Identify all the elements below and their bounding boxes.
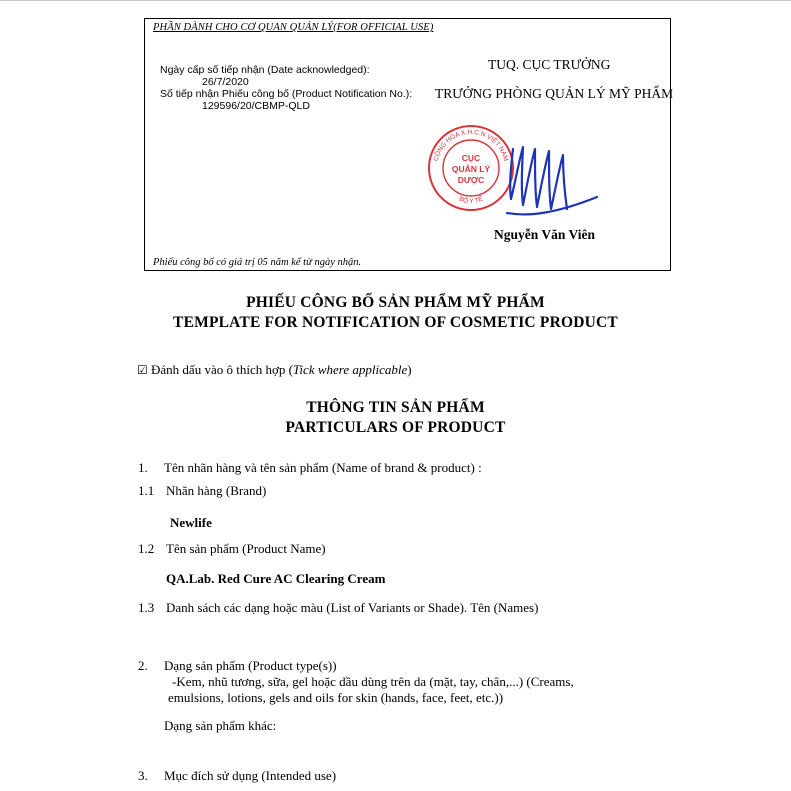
item-2-other-types: Dạng sản phẩm khác: — [164, 718, 277, 733]
official-use-box — [144, 18, 674, 271]
section-title-vi: THÔNG TIN SẢN PHẨM — [306, 399, 485, 416]
item-1-1-number: 1.1 — [138, 483, 155, 498]
handwritten-signature — [505, 137, 601, 227]
item-1-2-text: Tên sản phẩm (Product Name) — [166, 541, 326, 556]
item-2-option-line-2: emulsions, lotions, gels and oils for skin (hands, face, feet, etc.)) — [168, 690, 504, 705]
item-1-3-number: 1.3 — [138, 600, 155, 615]
stamp-line-2: QUẢN LÝ — [451, 164, 491, 174]
tick-instruction-close: ) — [407, 362, 412, 377]
item-1-1-text: Nhãn hàng (Brand) — [166, 483, 267, 498]
notification-number-label: Số tiếp nhận Phiếu công bố (Product Notification No.): — [160, 88, 413, 100]
stamp-ring-text: CỘNG HÒA X.H.C.N VIỆT NAM — [432, 128, 510, 162]
product-name-value: QA.Lab. Red Cure AC Clearing Cream — [166, 571, 386, 586]
item-3-text: Mục đích sử dụng (Intended use) — [164, 768, 337, 783]
signer-name: Nguyễn Văn Viên — [494, 227, 596, 242]
tick-instruction — [137, 362, 412, 378]
validity-note: Phiếu công bố có giá trị 05 năm kể từ ngày nhận. — [153, 257, 362, 268]
stamp-line-3: DƯỢC — [457, 175, 485, 185]
official-use-header: PHẦN DÀNH CHO CƠ QUAN QUẢN LÝ(FOR OFFICIAL USE) — [153, 22, 434, 33]
item-1-number: 1. — [138, 460, 148, 475]
official-red-stamp — [427, 119, 515, 217]
form-title-en: TEMPLATE FOR NOTIFICATION OF COSMETIC PRODUCT — [173, 314, 618, 331]
date-acknowledged-value: 26/7/2020 — [202, 76, 249, 88]
item-1-2-number: 1.2 — [138, 541, 155, 556]
form-title-vi: PHIẾU CÔNG BỐ SẢN PHẨM MỸ PHẨM — [246, 294, 545, 311]
item-2-option-line-1: -Kem, nhũ tương, sữa, gel hoặc dầu dùng trên da (mặt, tay, chân,...) (Creams, — [172, 674, 574, 689]
brand-value: Newlife — [170, 515, 212, 530]
item-1-3-text: Danh sách các dạng hoặc màu (List of Variants or Shade). Tên (Names) — [166, 600, 539, 615]
checked-box-icon: ☑ — [137, 363, 148, 377]
tick-instruction-italic: Tick where applicable — [292, 362, 408, 377]
date-acknowledged-label: Ngày cấp số tiếp nhận (Date acknowledged): — [160, 64, 370, 76]
section-title-en: PARTICULARS OF PRODUCT — [285, 419, 506, 436]
item-3-number: 3. — [138, 768, 148, 783]
item-2-text: Dạng sản phẩm (Product type(s)) — [164, 658, 337, 673]
item-1-text: Tên nhãn hàng và tên sản phẩm (Name of brand & product) : — [164, 460, 482, 475]
signer-title-2: TRƯỞNG PHÒNG QUẢN LÝ MỸ PHẨM — [435, 86, 674, 101]
signer-title-1: TUQ. CỤC TRƯỞNG — [488, 57, 611, 72]
stamp-bottom-text: BỘ Y TẾ — [457, 195, 485, 206]
tick-instruction-text: Đánh dấu vào ô thích hợp ( — [151, 362, 293, 377]
notification-number-value: 129596/20/CBMP-QLD — [202, 100, 310, 112]
page-top-border — [0, 0, 791, 1]
item-2-number: 2. — [138, 658, 148, 673]
stamp-line-1: CỤC — [461, 153, 481, 163]
